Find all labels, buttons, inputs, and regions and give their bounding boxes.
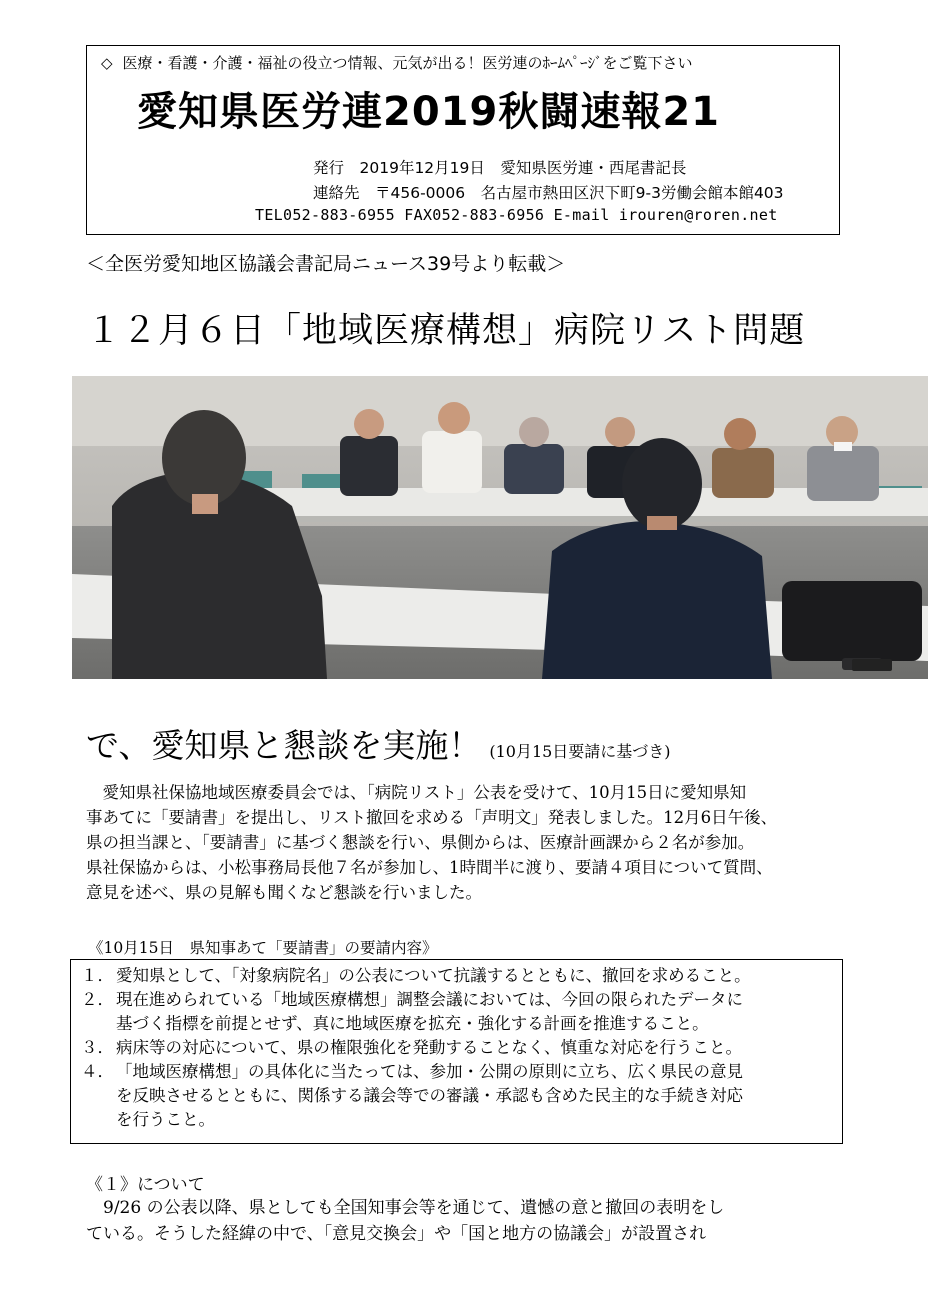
tagline-text: 医療・看護・介護・福祉の役立つ情報、元気が出る！医労連のﾎｰﾑﾍﾟｰｼﾞをご覧下さい	[122, 54, 693, 72]
masthead-box	[86, 45, 840, 235]
subheading	[86, 720, 671, 767]
paragraph-line: 事あてに「要請書」を提出し、リスト撤回を求める「声明文」発表しました。12月6日午後、	[86, 808, 778, 827]
section-line: 9/26 の公表以降、県としても全国知事会等を通じて、遺憾の意と撤回の表明をし	[86, 1198, 725, 1218]
request-line: 愛知県として、「対象病院名」の公表について抗議するとともに、撤回を求めること。	[116, 966, 751, 985]
intro-paragraph	[86, 780, 842, 905]
masthead-title: 愛知県医労連2019秋闘速報21	[137, 89, 720, 135]
page-headline: １２月６日「地域医療構想」病院リスト問題	[86, 311, 806, 351]
section-heading: 《１》について	[86, 1175, 205, 1195]
request-line: 現在進められている「地域医療構想」調整会議においては、今回の限られたデータに	[116, 990, 743, 1009]
paragraph-line: 意見を述べ、県の見解も聞くなど懇談を行いました。	[86, 883, 482, 902]
section-line: ている。そうした経緯の中で、「意見交換会」や「国と地方の協議会」が設置され	[86, 1224, 707, 1244]
paragraph-line: 県社保協からは、小松事務局長他７名が参加し、1時間半に渡り、要請４項目について質問、	[86, 858, 773, 877]
subheading-main: で、愛知県と懇談を実施！	[86, 726, 482, 765]
paragraph-line: 県の担当課と、「要請書」に基づく懇談を行い、県側からは、医療計画課から２名が参加。	[86, 833, 755, 852]
request-line: 「地域医療構想」の具体化に当たっては、参加・公開の原則に立ち、広く県民の意見	[116, 1062, 743, 1081]
request-number: ４．	[81, 1062, 114, 1081]
contact-phone-email: TEL052-883-6955 FAX052-883-6956 E-mail irouren@roren.net	[255, 206, 778, 224]
request-number: ３．	[81, 1038, 114, 1057]
issue-info: 発行 2019年12月19日 愛知県医労連・西尾書記長	[313, 159, 687, 177]
paragraph-line: 愛知県社保協地域医療委員会では、「病院リスト」公表を受けて、10月15日に愛知県知	[86, 783, 747, 802]
request-item	[81, 1036, 834, 1060]
request-number: １．	[81, 966, 114, 985]
section-body	[86, 1195, 846, 1247]
reprint-note: ＜全医労愛知地区協議会書記局ニュース39号より転載＞	[86, 253, 566, 275]
request-line: 病床等の対応について、県の権限強化を発動することなく、慎重な対応を行うこと。	[116, 1038, 743, 1057]
request-line: 基づく指標を前提とせず、真に地域医療を拡充・強化する計画を推進すること。	[116, 1014, 709, 1033]
request-line: を行うこと。	[116, 1110, 215, 1129]
meeting-photo	[72, 376, 928, 679]
request-number: ２．	[81, 990, 114, 1009]
diamond-icon: ◇	[101, 54, 113, 72]
request-label: 《10月15日 県知事あて「要請書」の要請内容》	[88, 939, 438, 957]
tagline	[101, 52, 693, 73]
request-item	[81, 988, 834, 1036]
request-line: を反映させるとともに、関係する議会等での審議・承認も含めた民主的な手続き対応	[116, 1086, 743, 1105]
contact-address: 連絡先 〒456-0006 名古屋市熱田区沢下町9-3労働会館本館403	[313, 184, 784, 202]
request-item	[81, 964, 834, 988]
request-list-box	[70, 959, 843, 1144]
request-item	[81, 1060, 834, 1132]
subheading-note: (10月15日要請に基づき)	[489, 742, 671, 761]
